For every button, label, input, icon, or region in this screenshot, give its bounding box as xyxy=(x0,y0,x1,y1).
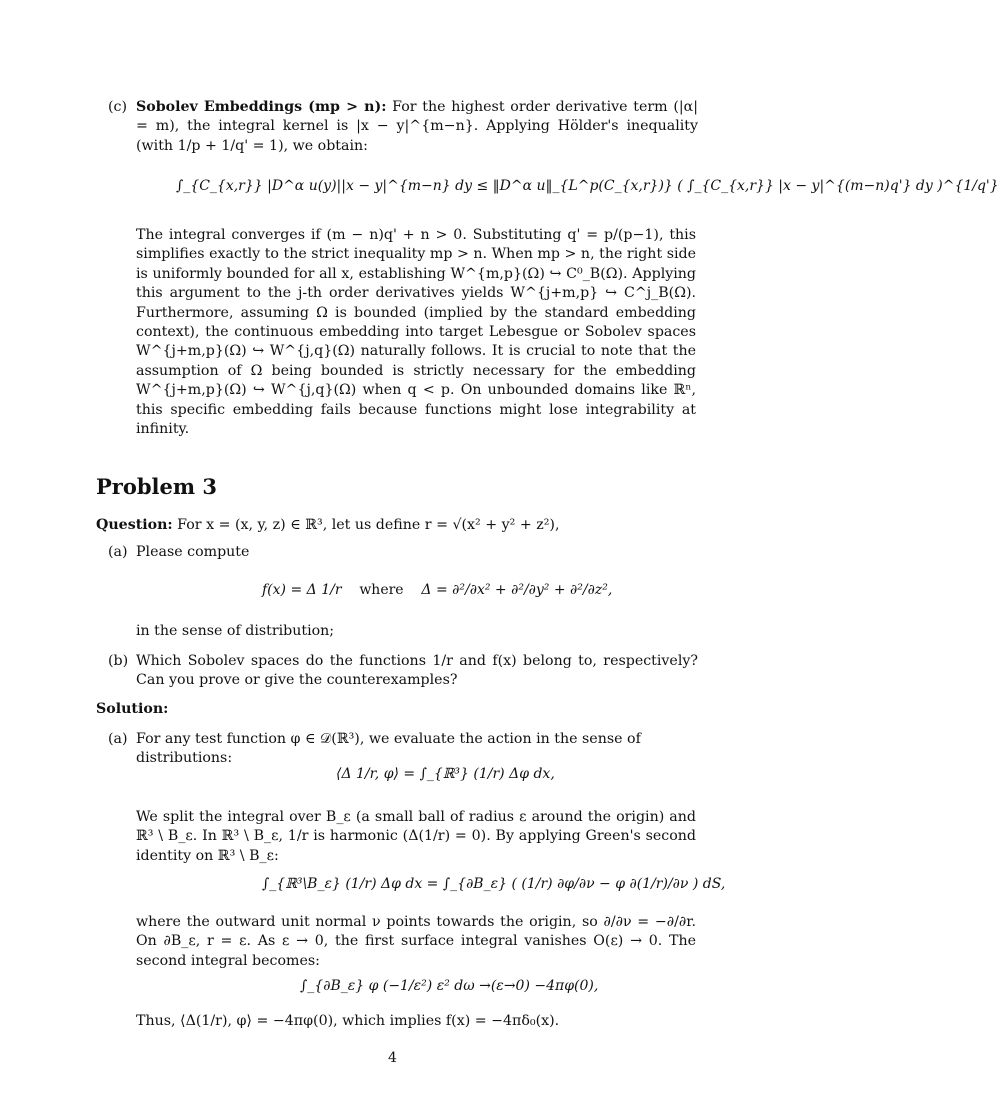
part-c xyxy=(108,98,698,156)
part-c-paragraph: The integral converges if (m − n)q' + n > 0. Substituting q' = p/(p−1), this simplifies exactly to the strict inequality mp > n. When mp > n, the right side is uniformly bounded for all x, establishing W^{m,p}(Ω) ↪ C⁰_B(Ω). Applying this argument to the j-th order derivatives yields W^{j+m,p} ↪ C^j_B(Ω). Furthermore, assuming Ω is bounded (implied by the standard embedding context), the continuous embedding into target Lebesgue or Sobolev spaces W^{j+m,p}(Ω) ↪ W^{j,q}(Ω) naturally follows. It is crucial to note that the assumption of Ω being bounded is strictly necessary for the embedding W^{j+m,p}(Ω) ↪ W^{j,q}(Ω) when q < p. On unbounded domains like ℝⁿ, this specific embedding fails because functions might lose integrability at infinity. xyxy=(136,227,696,438)
holder-equation: ∫_{C_{x,r}} |D^α u(y)||x − y|^{m−n} dy ≤ ‖D^α u‖_{L^p(C_{x,r})} ( ∫_{C_{x,r}} |x − y|^{(m−n)q'} dy )^{1/q'} xyxy=(176,178,999,194)
part-c-line1: For the highest order derivative term (|α| = m), the integral kernel is |x − y|^{m−n}. Applying Hölder's inequality (with 1/p + 1/q' = 1), we obtain: xyxy=(136,99,698,154)
solution-label: Solution: xyxy=(96,701,169,717)
question-label: Question: xyxy=(96,517,173,533)
solution-a-label: (a) xyxy=(108,731,128,747)
solution-a xyxy=(108,730,698,769)
solution-a-text: For any test function φ ∈ 𝒟(ℝ³), we evaluate the action in the sense of distributions: xyxy=(136,731,641,767)
question xyxy=(96,516,696,535)
laplacian-equation xyxy=(262,582,612,598)
question-b xyxy=(108,652,698,691)
question-a xyxy=(108,543,698,562)
laplacian-where: where xyxy=(359,582,404,598)
part-c-label: (c) xyxy=(108,99,128,115)
laplacian-left: f(x) = Δ 1/r xyxy=(262,582,342,598)
question-a-label: (a) xyxy=(108,544,128,560)
question-a-after: in the sense of distribution; xyxy=(136,623,335,639)
laplacian-right: Δ = ∂²/∂x² + ∂²/∂y² + ∂²/∂z², xyxy=(421,582,613,598)
problem-title: Problem 3 xyxy=(96,474,218,499)
distribution-equation: ⟨Δ 1/r, φ⟩ = ∫_{ℝ³} (1/r) Δφ dx, xyxy=(336,766,555,782)
part-c-intro xyxy=(136,98,698,156)
surface-integral-equation: ∫_{∂B_ε} φ (−1/ε²) ε² dω →(ε→0) −4πφ(0), xyxy=(300,978,599,994)
thus-text: Thus, ⟨Δ(1/r), φ⟩ = −4πφ(0), which implies f(x) = −4πδ₀(x). xyxy=(136,1013,560,1029)
question-a-text: Please compute xyxy=(136,544,250,560)
question-b-text: Which Sobolev spaces do the functions 1/r and f(x) belong to, respectively? Can you prove or give the counterexamples? xyxy=(136,653,698,689)
split-paragraph: We split the integral over B_ε (a small ball of radius ε around the origin) and ℝ³ \ B_ε. In ℝ³ \ B_ε, 1/r is harmonic (Δ(1/r) = 0). By applying Green's second identity on ℝ³ \ B_ε: xyxy=(136,809,696,864)
green-identity-equation: ∫_{ℝ³\B_ε} (1/r) Δφ dx = ∫_{∂B_ε} ( (1/r) ∂φ/∂ν − φ ∂(1/r)/∂ν ) dS, xyxy=(262,876,726,892)
question-b-label: (b) xyxy=(108,653,129,669)
question-text: For x = (x, y, z) ∈ ℝ³, let us define r = √(x² + y² + z²), xyxy=(177,517,560,533)
page-number: 4 xyxy=(388,1050,397,1066)
normal-paragraph: where the outward unit normal ν points towards the origin, so ∂/∂ν = −∂/∂r. On ∂B_ε, r = ε. As ε → 0, the first surface integral vanishes O(ε) → 0. The second integral becomes: xyxy=(136,914,696,969)
part-c-heading: Sobolev Embeddings (mp > n): xyxy=(136,99,387,115)
